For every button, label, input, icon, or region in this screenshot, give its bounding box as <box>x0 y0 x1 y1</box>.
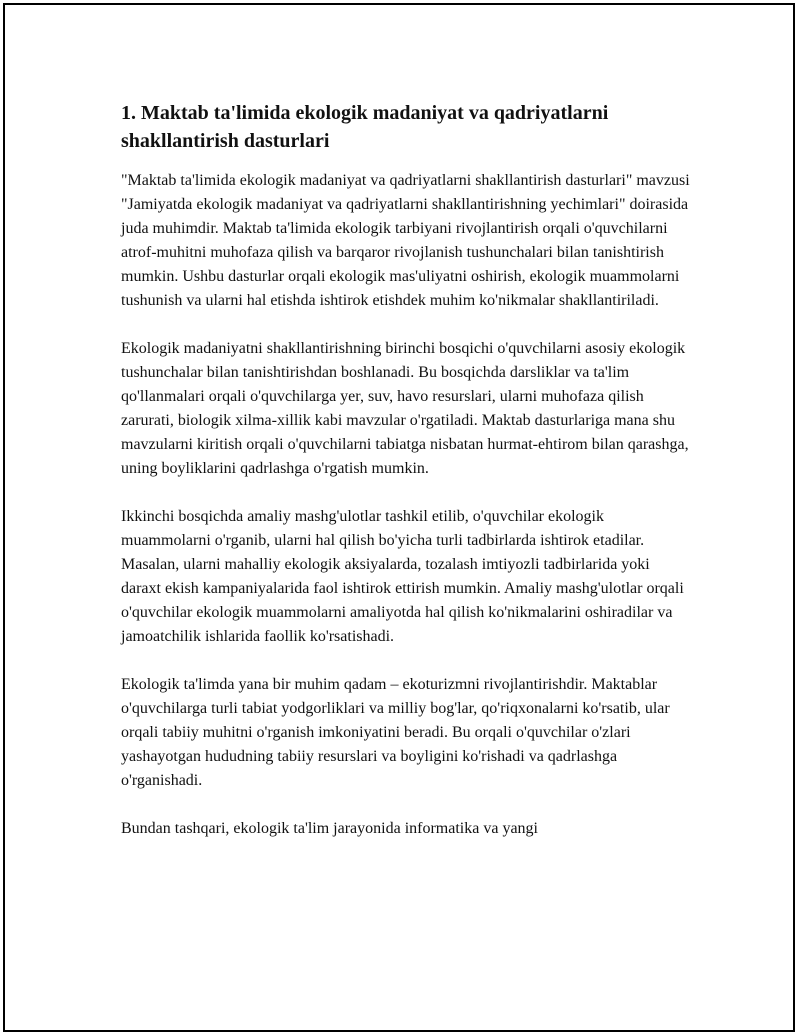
paragraph-4: Ekologik ta'limda yana bir muhim qadam – ekoturizmni rivojlantirishdir. Maktablar o'quvchilarga turli tabiat yodgorliklari va milliy bog'lar, qo'riqxonalarni ko'rsatib, ular orqali tabiiy muhitni o'rganish imkoniyatini beradi. Bu orqali o'quvchilar o'zlari yashayotgan hududning tabiiy resurslari va boyligini ko'rishadi va qadrlashga o'rganishadi. <box>121 676 670 789</box>
paragraph-5: Bundan tashqari, ekologik ta'lim jarayonida informatika va yangi <box>121 820 538 837</box>
paragraph-3: Ikkinchi bosqichda amaliy mashg'ulotlar tashkil etilib, o'quvchilar ekologik muammolarni o'rganib, ularni hal qilish bo'yicha turli tadbirlarda ishtirok etadilar. Masalan, ularni mahalliy ekologik aksiyalarda, tozalash imtiyozli tadbirlarida yoki daraxt ekish kampaniyalarida faol ishtirok ettirish mumkin. Amaliy mashg'ulotlar orqali o'quvchilar ekologik muammolarni amaliyotda hal qilish ko'nikmalarini oshiradilar va jamoatchilik ishlarida faollik ko'rsatishadi. <box>121 508 684 645</box>
section-heading: 1. Maktab ta'limida ekologik madaniyat va qadriyatlarni shakllantirish dasturlari <box>121 102 609 152</box>
document-body <box>121 99 693 865</box>
paragraph-2: Ekologik madaniyatni shakllantirishning birinchi bosqichi o'quvchilarni asosiy ekologik tushunchalar bilan tanishtirishdan boshlanadi. Bu bosqichda darsliklar va ta'lim qo'llanmalari orqali o'quvchilarga yer, suv, havo resurslari, ularni muhofaza qilish zarurati, biologik xilma-xillik kabi mavzular o'rgatiladi. Maktab dasturlariga mana shu mavzularni kiritish orqali o'quvchilarni tabiatga nisbatan hurmat-ehtirom bilan qarashga, uning boyliklarini qadrlashga o'rgatish mumkin. <box>121 340 689 477</box>
paragraph-1: "Maktab ta'limida ekologik madaniyat va qadriyatlarni shakllantirish dasturlari" mavzusi "Jamiyatda ekologik madaniyat va qadriyatlarni shakllantirishning yechimlari" doirasida juda muhimdir. Maktab ta'limida ekologik tarbiyani rivojlantirish orqali o'quvchilarni atrof-muhitni muhofaza qilish va barqaror rivojlanish tushunchalari bilan tanishtirish mumkin. Ushbu dasturlar orqali ekologik mas'uliyatni oshirish, ekologik muammolarni tushunish va ularni hal etishda ishtirok etishdek muhim ko'nikmalar shakllantiriladi. <box>121 172 690 309</box>
page-frame <box>3 3 795 1032</box>
